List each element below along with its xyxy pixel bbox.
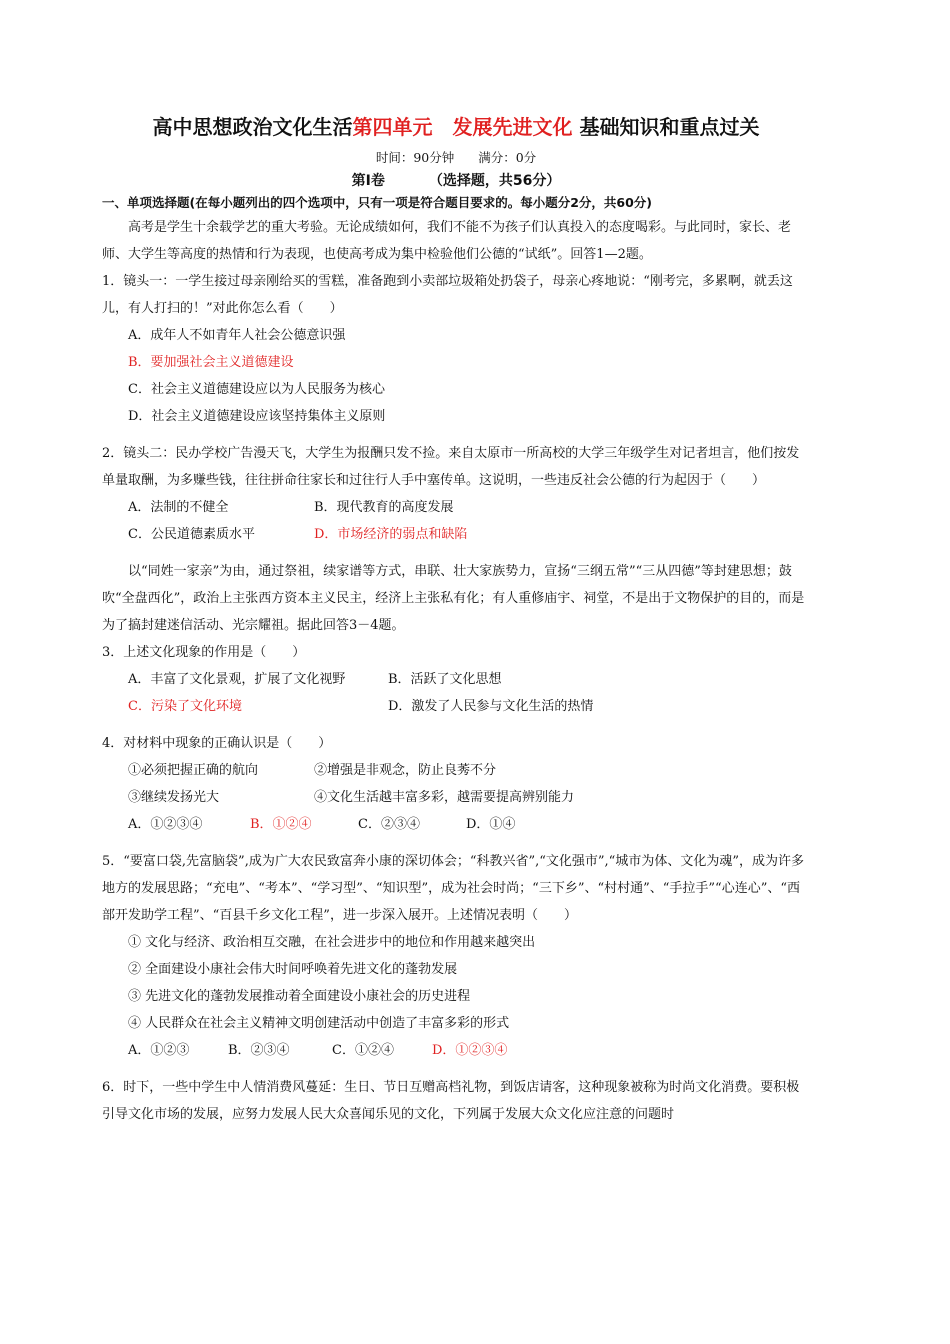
passage-2: 以“同姓一家亲”为由，通过祭祖，续家谱等方式，串联、壮大家族势力，宣扬“三纲五常”“三从四德”等封建思想；鼓吹“全盘西化”，政治上主张西方资本主义民主，经济上主张私有化；有人重修庙宇、祠堂，不是出于文物保护的目的，而是为了搞封建迷信活动、光宗耀祖。据此回答3－4题。 — [102, 564, 805, 633]
question-1-option-c: C．社会主义道德建设应以为人民服务为核心 — [128, 382, 385, 397]
question-5-option-a: A．①②③ — [128, 1043, 190, 1058]
part-heading — [102, 170, 810, 192]
passage-1: 高考是学生十余载学艺的重大考验。无论成绩如何，我们不能不为孩子们认真投入的态度喝彩。与此同时，家长、老师、大学生等高度的热情和行为表现，也使高考成为集中检验他们公德的“试纸”。回答1—2题。 — [102, 220, 792, 262]
section-heading: 一、单项选择题(在每小题列出的四个选项中，只有一项是符合题目要求的。每小题分2分，共60分) — [102, 195, 653, 210]
question-5-options — [102, 1037, 810, 1064]
question-2-option-a: A．法制的不健全 — [128, 500, 229, 515]
question-1-stem: 1．镜头一：一学生接过母亲刚给买的雪糕，准备跑到小卖部垃圾箱处扔袋子，母亲心疼地说：“刚考完，多累啊，就丢这儿，有人打扫的！”对此你怎么看（ ） — [102, 274, 793, 316]
exam-meta — [102, 148, 810, 168]
question-6-stem: 6．时下，一些中学生中人情消费风蔓延：生日、节日互赠高档礼物，到饭店请客，这种现象被称为时尚文化消费。要积极引导文化市场的发展，应努力发展人民大众喜闻乐见的文化，下列属于发展大众文化应注意的问题时 — [102, 1080, 800, 1122]
question-2-options-row-2 — [102, 521, 810, 548]
question-3-options-row-2 — [102, 693, 810, 720]
question-4-option-a: A．①②③④ — [128, 817, 203, 832]
question-3-option-b: B．活跃了文化思想 — [388, 672, 502, 687]
question-5-stem: 5．“要富口袋,先富脑袋”,成为广大农民致富奔小康的深切体会；“科教兴省”,“文化强市”,“城市为体、文化为魂”，成为许多地方的发展思路；“充电”、“考本”、“学习型”、“知识型”，成为社会时尚；“三下乡”、“村村通”、“手拉手”“心连心”、“西部开发助学工程”、“百县千乡文化工程”，进一步深入展开。上述情况表明（ ） — [102, 854, 804, 923]
question-3-stem: 3．上述文化现象的作用是（ ） — [102, 645, 306, 660]
question-3-option-d: D．激发了人民参与文化生活的热情 — [388, 699, 594, 714]
question-3-options-row-1 — [102, 666, 810, 693]
question-4-item-4: ④文化生活越丰富多彩，越需要提高辨别能力 — [314, 790, 575, 805]
exam-time: 时间：90分钟 — [375, 150, 455, 165]
question-5-item-3: ③ 先进文化的蓬勃发展推动着全面建设小康社会的历史进程 — [128, 989, 471, 1004]
title-part-2: 第四单元 发展先进文化 — [352, 115, 573, 139]
title-part-1: 高中思想政治文化生活 — [152, 115, 353, 139]
question-4-items-row-2 — [102, 784, 810, 811]
question-4-option-b-answer: B．①②④ — [250, 817, 312, 832]
question-3-option-a: A．丰富了文化景观，扩展了文化视野 — [128, 672, 346, 687]
title-part-3: 基础知识和重点过关 — [572, 115, 760, 139]
question-1-option-b-answer: B．要加强社会主义道德建设 — [128, 355, 294, 370]
question-2-options-row-1 — [102, 494, 810, 521]
question-5-option-d-answer: D．①②③④ — [432, 1043, 508, 1058]
question-3-option-c-answer: C．污染了文化环境 — [128, 699, 242, 714]
question-2-stem: 2．镜头二：民办学校广告漫天飞，大学生为报酬只发不捡。来自太原市一所高校的大学三年级学生对记者坦言，他们按发单量取酬，为多赚些钱，往往拼命往家长和过往行人手中塞传单。这说明，一些违反社会公德的行为起因于（ ） — [102, 446, 800, 488]
exam-score: 满分：0分 — [478, 150, 537, 165]
question-5-item-1: ① 文化与经济、政治相互交融，在社会进步中的地位和作用越来越突出 — [128, 935, 536, 950]
question-4-item-3: ③继续发扬光大 — [128, 790, 220, 805]
question-4-option-d: D．①④ — [466, 817, 516, 832]
question-5-item-2: ② 全面建设小康社会伟大时间呼唤着先进文化的蓬勃发展 — [128, 962, 458, 977]
question-2-option-c: C．公民道德素质水平 — [128, 527, 255, 542]
question-4-items-row-1 — [102, 757, 810, 784]
question-4-stem: 4．对材料中现象的正确认识是（ ） — [102, 736, 332, 751]
question-5-option-b: B．②③④ — [228, 1043, 290, 1058]
part-label: 第Ⅰ卷 — [351, 173, 385, 189]
question-4-item-2: ②增强是非观念，防止良莠不分 — [314, 763, 497, 778]
question-5-item-4: ④ 人民群众在社会主义精神文明创建活动中创造了丰富多彩的形式 — [128, 1016, 510, 1031]
exam-page — [102, 112, 810, 1128]
question-5-option-c: C．①②④ — [332, 1043, 394, 1058]
question-1-option-a: A．成年人不如青年人社会公德意识强 — [128, 328, 346, 343]
question-2-option-b: B．现代教育的高度发展 — [314, 500, 454, 515]
question-2-option-d-answer: D．市场经济的弱点和缺陷 — [314, 527, 468, 542]
page-title — [102, 112, 810, 142]
question-4-options — [102, 811, 810, 838]
part-note: （选择题，共56分） — [428, 173, 561, 189]
question-4-option-c: C．②③④ — [358, 817, 420, 832]
question-4-item-1: ①必须把握正确的航向 — [128, 763, 259, 778]
question-1-option-d: D．社会主义道德建设应该坚持集体主义原则 — [128, 409, 386, 424]
